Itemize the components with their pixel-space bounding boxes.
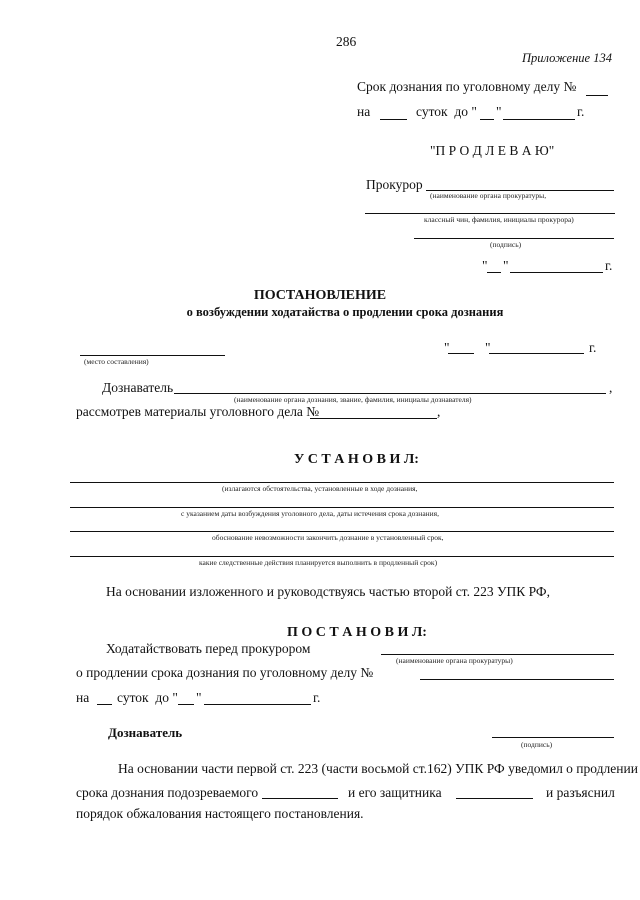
established-line-2[interactable]	[70, 507, 614, 508]
prosecutor-signature-blank[interactable]	[414, 238, 614, 239]
reviewed-case-number-blank[interactable]	[310, 418, 437, 419]
decree-title: ПОСТАНОВЛЕНИЕ	[253, 288, 387, 303]
approval-date-quote-close: "	[503, 258, 509, 273]
established-line-3[interactable]	[70, 531, 614, 532]
decided-year-suffix: г.	[313, 690, 321, 705]
inquirer-name-blank[interactable]	[174, 393, 606, 394]
notice-line-2b: и его защитника	[348, 785, 442, 800]
place-date-month-blank[interactable]	[489, 353, 584, 354]
prosecutor-signature-hint: (подпись)	[490, 240, 522, 249]
reviewed-materials-label: рассмотрев материалы уголовного дела №	[76, 404, 320, 419]
notice-suspect-blank[interactable]	[262, 798, 338, 799]
decided-days-until-label: суток до "	[117, 690, 178, 705]
approval-date-day-blank[interactable]	[487, 272, 501, 273]
approval-day-blank[interactable]	[480, 119, 494, 120]
extension-text: о продлении срока дознания по уголовному делу №	[76, 665, 374, 680]
prosecutor-label: Прокурор	[366, 177, 423, 192]
decided-title: П О С Т А Н О В И Л:	[287, 625, 427, 640]
approval-date-year-suffix: г.	[605, 258, 613, 273]
inquirer-comma: ,	[609, 380, 613, 395]
petition-prosecutor-hint: (наименование органа прокуратуры)	[396, 656, 513, 665]
approval-case-term-label: Срок дознания по уголовному делу №	[357, 79, 577, 94]
prosecutor-org-hint: (наименование органа прокуратуры,	[430, 191, 547, 200]
approval-date-quote-open: "	[482, 258, 488, 273]
notice-line-2a: срока дознания подозреваемого	[76, 785, 259, 800]
established-line-4[interactable]	[70, 556, 614, 557]
approval-title: "П Р О Д Л Е В А Ю"	[430, 143, 555, 158]
approval-case-number-blank[interactable]	[586, 95, 608, 96]
decided-days-blank[interactable]	[97, 704, 112, 705]
signature-label: Дознаватель	[108, 725, 183, 740]
decided-na-label: на	[76, 690, 90, 705]
signature-blank[interactable]	[492, 737, 614, 738]
established-hint-4: какие следственные действия планируется выполнить в продленный срок)	[199, 558, 438, 567]
notice-defender-blank[interactable]	[456, 798, 533, 799]
petition-prosecutor-blank[interactable]	[381, 654, 614, 655]
approval-year-suffix: г.	[577, 104, 585, 119]
decided-quote-mid: "	[196, 690, 202, 705]
prosecutor-rank-blank[interactable]	[365, 213, 615, 214]
established-hint-1: (излагаются обстоятельства, установленные в ходе дознания,	[222, 484, 418, 493]
established-line-1[interactable]	[70, 482, 614, 483]
signature-hint: (подпись)	[521, 740, 553, 749]
inquirer-hint: (наименование органа дознания, звание, фамилия, инициалы дознавателя)	[234, 395, 472, 404]
inquirer-label: Дознаватель	[102, 380, 174, 395]
place-date-quote-close: "	[485, 340, 491, 355]
decided-day-blank[interactable]	[178, 704, 194, 705]
decree-subtitle: о возбуждении ходатайства о продлении срока дознания	[186, 305, 504, 319]
extension-case-number-blank[interactable]	[420, 679, 614, 680]
approval-days-until-label: суток до "	[416, 104, 477, 119]
place-date-quote-open: "	[444, 340, 450, 355]
appendix-label: Приложение 134	[522, 51, 612, 65]
reviewed-comma: ,	[437, 404, 441, 419]
approval-quote-mid: "	[496, 104, 502, 119]
approval-month-blank[interactable]	[503, 119, 575, 120]
place-hint: (место составления)	[84, 357, 149, 366]
petition-text: Ходатайствовать перед прокурором	[106, 641, 311, 656]
decided-month-blank[interactable]	[204, 704, 311, 705]
prosecutor-rank-hint: классный чин, фамилия, инициалы прокурора)	[424, 215, 574, 224]
place-date-day-blank[interactable]	[448, 353, 474, 354]
basis-text: На основании изложенного и руководствуясь частью второй ст. 223 УПК РФ,	[106, 584, 550, 599]
established-hint-2: с указанием даты возбуждения уголовного дела, даты истечения срока дознания,	[181, 509, 439, 518]
notice-line-3: порядок обжалования настоящего постановления.	[76, 806, 364, 821]
approval-na-label: на	[357, 104, 371, 119]
approval-date-month-blank[interactable]	[510, 272, 603, 273]
established-hint-3: обоснование невозможности закончить дознание в установленный срок,	[212, 533, 444, 542]
approval-days-blank[interactable]	[380, 119, 407, 120]
established-title: У С Т А Н О В И Л:	[294, 452, 419, 467]
place-date-year-suffix: г.	[589, 340, 597, 355]
place-blank[interactable]	[80, 355, 225, 356]
notice-line-1: На основании части первой ст. 223 (части восьмой ст.162) УПК РФ уведомил о продлении	[118, 761, 638, 776]
page-number: 286	[336, 34, 357, 49]
notice-line-2c: и разъяснил	[546, 785, 615, 800]
